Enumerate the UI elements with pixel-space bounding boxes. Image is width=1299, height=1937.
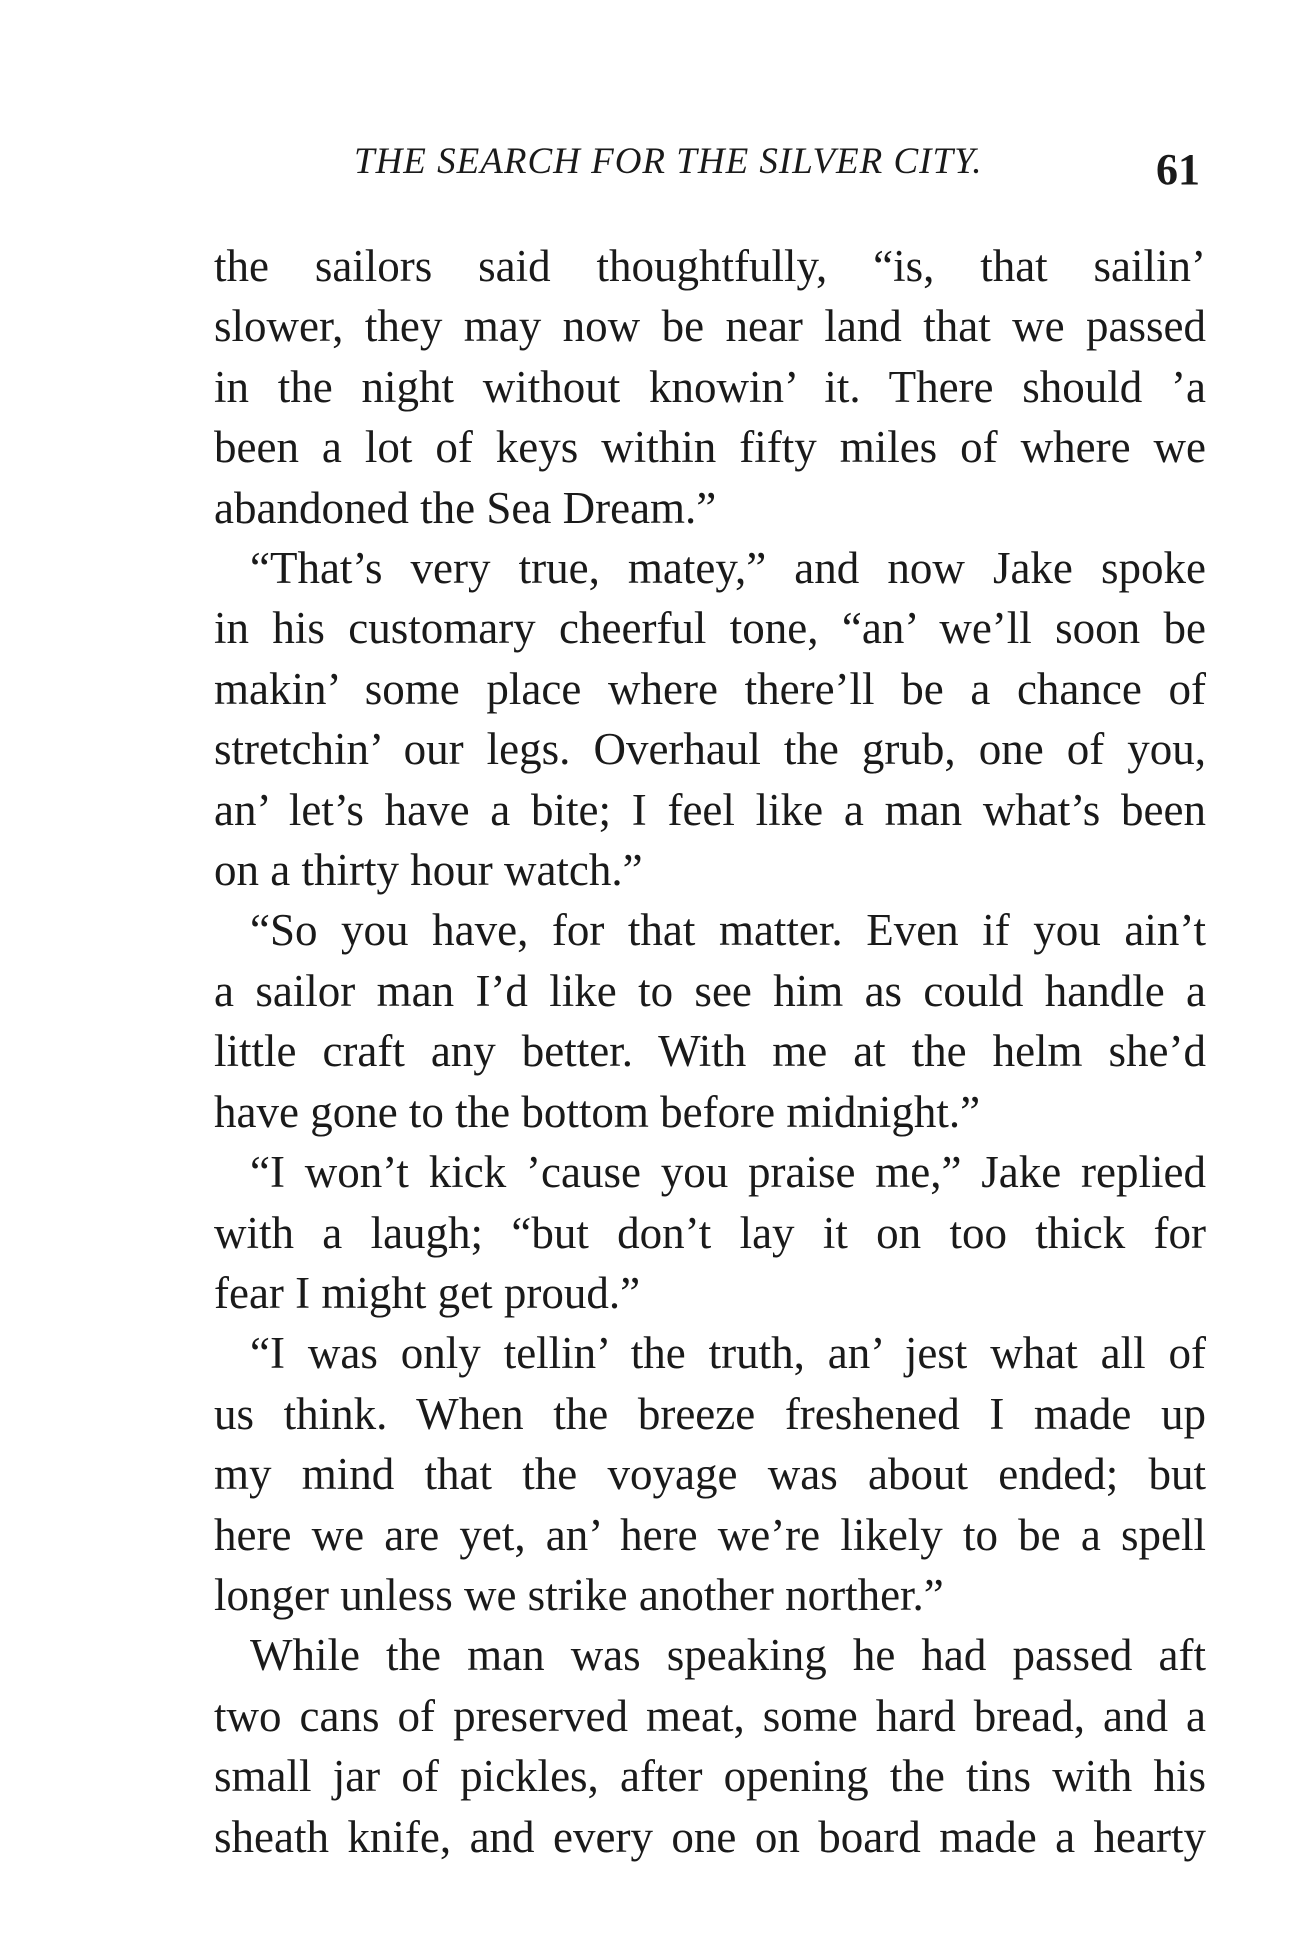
text-line: makin’ some place where there’ll be a chance of [214,663,1206,714]
text-line: in the night without knowin’ it. There should ’a [214,361,1206,412]
paragraph [214,538,1206,900]
text-line: sheath knife, and every one on board made a hearty [214,1811,1206,1862]
text-line: a sailor man I’d like to see him as could handle a [214,965,1206,1016]
text-line: two cans of preserved meat, some hard bread, and a [214,1690,1206,1741]
paragraph [214,1625,1206,1867]
text-line: an’ let’s have a bite; I feel like a man what’s been [214,784,1206,835]
text-line: slower, they may now be near land that we passed [214,301,1206,352]
text-line: here we are yet, an’ here we’re likely to be a spell [214,1509,1206,1560]
paragraph [214,1323,1206,1625]
text-line: with a laugh; “but don’t lay it on too thick for [214,1207,1206,1258]
running-title: THE SEARCH FOR THE SILVER CITY. [354,141,983,182]
paragraph [214,900,1206,1142]
text-line: on a thirty hour watch.” [214,845,643,896]
text-line: While the man was speaking he had passed aft [250,1630,1206,1681]
text-line: us think. When the breeze freshened I made up [214,1388,1206,1439]
text-line: the sailors said thoughtfully, “is, that sailin’ [214,241,1206,291]
text-line: longer unless we strike another norther.” [214,1569,944,1620]
text-line: stretchin’ our legs. Overhaul the grub, one of you, [214,724,1206,775]
text-line: “That’s very true, matey,” and now Jake spoke [250,543,1206,594]
text-line: fear I might get proud.” [214,1267,641,1318]
text-line: little craft any better. With me at the helm she’d [214,1026,1206,1077]
paragraph [214,236,1206,538]
text-line: my mind that the voyage was about ended; but [214,1449,1206,1500]
text-line: been a lot of keys within fifty miles of where we [214,422,1206,473]
body-text [214,236,1206,1867]
text-line: “I won’t kick ’cause you praise me,” Jake replied [250,1147,1206,1198]
text-line: abandoned the Sea Dream.” [214,482,717,533]
text-line: have gone to the bottom before midnight.” [214,1086,981,1137]
paragraph [214,1142,1206,1323]
text-line: in his customary cheerful tone, “an’ we’ll soon be [214,603,1206,654]
text-line: “So you have, for that matter. Even if you ain’t [250,905,1206,956]
page-number: 61 [1156,145,1200,194]
running-header [320,140,1200,192]
text-line: small jar of pickles, after opening the tins with his [214,1751,1206,1802]
text-line: “I was only tellin’ the truth, an’ jest what all of [250,1328,1206,1379]
